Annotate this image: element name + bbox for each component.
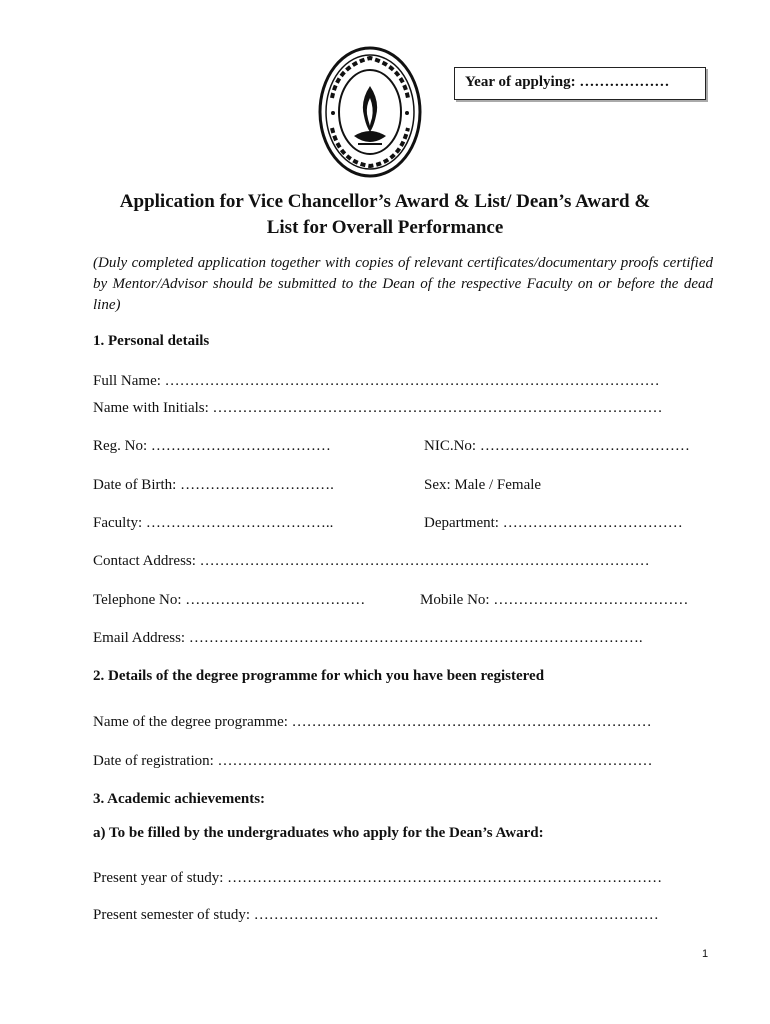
page-number: 1 [702, 948, 709, 960]
instructions-paragraph: (Duly completed application together with copies of relevant certificates/documentary proofs certified by Mentor/Advisor should be submitted to the Dean of the respective Faculty on or before the dead line) [93, 255, 713, 313]
section-academic-achievements-heading: 3. Academic achievements: [93, 791, 266, 807]
email-address-field[interactable]: Email Address: ………………………………………………………………………………. [93, 630, 643, 646]
sex-field[interactable]: Sex: Male / Female [424, 477, 542, 493]
university-logo [318, 46, 422, 178]
full-name-field[interactable]: Full Name: ……………………………………………………………………………………… [93, 373, 660, 389]
faculty-field[interactable]: Faculty: ……………………………….. [93, 515, 334, 531]
contact-address-field[interactable]: Contact Address: ……………………………………………………………………………… [93, 553, 650, 569]
reg-no-field[interactable]: Reg. No: ……………………………… [93, 438, 331, 454]
form-title-line-2: List for Overall Performance [266, 217, 504, 238]
telephone-no-field[interactable]: Telephone No: ……………………………… [93, 592, 366, 608]
nic-no-field[interactable]: NIC.No: …………………………………… [424, 438, 690, 454]
deans-award-subheading: a) To be filled by the undergraduates who apply for the Dean’s Award: [93, 825, 544, 841]
section-degree-programme-heading: 2. Details of the degree programme for which you have been registered [93, 668, 545, 684]
degree-programme-name-field[interactable]: Name of the degree programme: ……………………………………………………………… [93, 714, 652, 730]
department-field[interactable]: Department: ……………………………… [424, 515, 683, 531]
present-year-of-study-field[interactable]: Present year of study: …………………………………………………………………………… [93, 870, 663, 886]
mobile-no-field[interactable]: Mobile No: ………………………………… [420, 592, 689, 608]
name-with-initials-field[interactable]: Name with Initials: ……………………………………………………………………………… [93, 400, 663, 416]
section-personal-details-heading: 1. Personal details [93, 333, 210, 349]
year-of-applying-box[interactable]: Year of applying: ……………… [454, 67, 706, 100]
date-of-birth-field[interactable]: Date of Birth: …………………………. [93, 477, 334, 493]
present-semester-of-study-field[interactable]: Present semester of study: ……………………………………………………………………… [93, 907, 659, 923]
form-title-line-1: Application for Vice Chancellor’s Award & List/ Dean’s Award & [119, 191, 651, 212]
date-of-registration-field[interactable]: Date of registration: …………………………………………………………………………… [93, 753, 653, 769]
